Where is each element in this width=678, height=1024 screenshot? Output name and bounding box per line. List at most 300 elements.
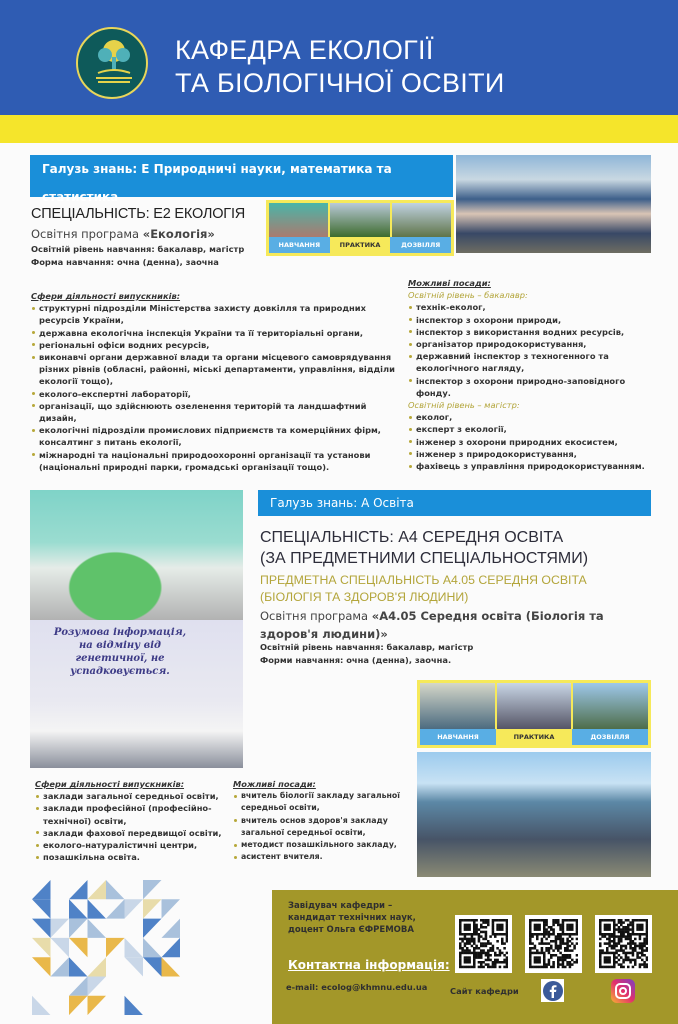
qr-module: [459, 919, 462, 922]
list-item: позашкільна освіта.: [35, 851, 230, 863]
qr-module: [550, 928, 553, 931]
qr-module: [641, 942, 644, 945]
pattern-triangle: [88, 919, 107, 938]
qr-module: [473, 954, 476, 957]
qr-module: [468, 938, 471, 941]
qr-module: [559, 942, 562, 945]
qr-module: [632, 926, 635, 929]
list-item: технік-еколог,: [408, 301, 658, 313]
title-line-2: ТА БІОЛОГІЧНОЇ ОСВІТИ: [175, 68, 505, 98]
qr-module: [473, 963, 476, 966]
pattern-triangle: [88, 899, 107, 918]
qr-module: [613, 945, 616, 948]
qr-module: [529, 947, 532, 950]
qr-module: [473, 947, 476, 950]
qr-module: [529, 963, 532, 966]
qr-module: [466, 926, 469, 929]
facebook-icon[interactable]: [541, 979, 564, 1002]
qr-module: [613, 959, 616, 962]
qr-module: [613, 938, 616, 941]
qr-module: [541, 938, 544, 941]
qr-module: [601, 919, 604, 922]
qr-module: [499, 924, 502, 927]
pattern-triangle: [32, 899, 51, 918]
qr-module: [548, 942, 551, 945]
qr-code-site[interactable]: [455, 915, 512, 973]
qr-module: [620, 949, 623, 952]
qr-module: [464, 928, 467, 931]
qr-module: [492, 931, 495, 934]
qr-module: [501, 928, 504, 931]
qr-module: [464, 949, 467, 952]
qr-module: [566, 956, 569, 959]
list-item: вчитель біології закладу загальної середньої освіти,: [233, 790, 413, 814]
qr-module: [566, 928, 569, 931]
qr-module: [478, 947, 481, 950]
qr-module: [571, 959, 574, 962]
qr-module: [459, 938, 462, 941]
qr-module: [494, 935, 497, 938]
qr-module: [599, 952, 602, 955]
qr-module: [473, 959, 476, 962]
qr-module: [646, 956, 648, 959]
qr-module: [569, 926, 572, 929]
qr-module: [639, 926, 642, 929]
qr-module: [499, 954, 502, 957]
site-label: Сайт кафедри: [450, 986, 519, 996]
qr-module: [627, 935, 630, 938]
qr-module: [529, 961, 532, 964]
qr-module: [473, 956, 476, 959]
qr-module: [466, 947, 469, 950]
qr-module: [641, 928, 644, 931]
list-item: державний інспектор з техногенного та екологічного нагляду,: [408, 350, 658, 374]
pattern-triangle: [51, 938, 70, 957]
qr-module: [529, 926, 532, 929]
qr-module: [604, 933, 607, 936]
qr-module: [562, 928, 565, 931]
qr-module: [606, 956, 609, 959]
qr-module: [538, 956, 541, 959]
qr-module: [534, 928, 537, 931]
qr-module: [622, 966, 625, 969]
qr-module: [529, 931, 532, 934]
qr-module: [566, 926, 569, 929]
qr-module: [632, 952, 635, 955]
qr-module: [478, 933, 481, 936]
qr-module: [608, 959, 611, 962]
pattern-triangle: [69, 977, 88, 996]
qr-module: [625, 938, 628, 941]
qr-module: [576, 919, 578, 922]
qr-module: [555, 954, 558, 957]
qr-module: [473, 919, 476, 922]
qr-module: [529, 940, 532, 943]
qr-module: [545, 924, 548, 927]
study-level-2: Освітній рівень навчання: бакалавр, магістр: [260, 642, 474, 652]
qr-module: [611, 966, 614, 969]
qr-module: [534, 919, 537, 922]
qr-module: [552, 940, 555, 943]
qr-module: [534, 933, 537, 936]
qr-module: [487, 966, 490, 969]
qr-module: [636, 956, 639, 959]
qr-module: [503, 942, 506, 945]
pattern-triangle: [125, 899, 144, 918]
qr-module: [599, 959, 602, 962]
qr-module: [548, 961, 551, 964]
qr-module: [564, 954, 567, 957]
qr-module: [569, 935, 572, 938]
list-item: організатор природокористування,: [408, 338, 658, 350]
qr-module: [562, 959, 565, 962]
qr-module: [541, 933, 544, 936]
master-positions-list: [408, 411, 658, 472]
qr-module: [550, 954, 553, 957]
qr-module: [548, 959, 551, 962]
qr-module: [599, 938, 602, 941]
list-item: інженер з природокористування,: [408, 448, 658, 460]
qr-module: [543, 935, 546, 938]
qr-module: [506, 959, 508, 962]
spheres-list-2: [35, 790, 230, 863]
qr-module: [485, 926, 488, 929]
qr-module: [646, 959, 648, 962]
qr-module: [552, 961, 555, 964]
qr-module: [627, 966, 630, 969]
qr-module: [475, 947, 478, 950]
qr-module: [559, 959, 562, 962]
qr-module: [564, 956, 567, 959]
qr-module: [545, 919, 548, 922]
qr-module: [466, 942, 469, 945]
qr-module: [618, 926, 621, 929]
qr-module: [459, 928, 462, 931]
qr-module: [506, 963, 508, 966]
qr-module: [545, 966, 548, 969]
qr-module: [468, 952, 471, 955]
qr-module: [613, 935, 616, 938]
qr-module: [557, 947, 560, 950]
qr-module: [461, 940, 464, 943]
qr-module: [464, 919, 467, 922]
qr-module: [606, 961, 609, 964]
qr-module: [618, 963, 621, 966]
list-item: державна екологічна інспекція України та її територіальні органи,: [31, 327, 401, 339]
qr-module: [632, 940, 635, 943]
qr-module: [538, 919, 541, 922]
qr-module: [548, 949, 551, 952]
qr-module: [634, 959, 637, 962]
qr-module: [613, 940, 616, 943]
pattern-triangle: [88, 880, 107, 899]
qr-module: [620, 940, 623, 943]
specialty-title-2: [260, 527, 588, 569]
wall-quote: Розумова інформація, на відміну від генетичної, не успадковується.: [53, 627, 187, 677]
qr-module: [601, 935, 604, 938]
list-item: заклади загальної середньої освіти,: [35, 790, 230, 802]
qr-module: [613, 966, 616, 969]
spheres-block-1: [31, 290, 401, 473]
qr-module: [494, 919, 497, 922]
qr-module: [599, 928, 602, 931]
qr-module: [571, 924, 574, 927]
qr-module: [468, 949, 471, 952]
qr-module: [564, 949, 567, 952]
qr-module: [531, 933, 534, 936]
qr-module: [485, 952, 488, 955]
qr-module: [564, 933, 567, 936]
qr-module: [639, 945, 642, 948]
qr-module: [536, 935, 539, 938]
label-leisure-2: ДОЗВІЛЛЯ: [572, 729, 648, 745]
email-link[interactable]: e-mail: ecolog@khmnu.edu.ua: [286, 982, 428, 992]
list-item: інженер з охорони природних екосистем,: [408, 436, 658, 448]
qr-module: [531, 935, 534, 938]
qr-module: [646, 963, 648, 966]
qr-module: [550, 926, 553, 929]
qr-module: [629, 935, 632, 938]
qr-module: [557, 963, 560, 966]
qr-module: [618, 921, 621, 924]
qr-module: [613, 931, 616, 934]
qr-module: [599, 966, 602, 969]
qr-module: [620, 947, 623, 950]
qr-module: [468, 961, 471, 964]
qr-module: [608, 938, 611, 941]
qr-module: [496, 926, 499, 929]
qr-module: [566, 961, 569, 964]
qr-module: [627, 952, 630, 955]
qr-module: [613, 933, 616, 936]
qr-module: [618, 928, 621, 931]
pattern-triangle: [32, 957, 51, 976]
qr-module: [492, 924, 495, 927]
qr-module: [471, 952, 474, 955]
qr-module: [480, 935, 483, 938]
qr-module: [569, 940, 572, 943]
outdoor-group-photo: [417, 752, 651, 877]
list-item: регіональні офіси водних ресурсів,: [31, 339, 401, 351]
qr-module: [643, 961, 646, 964]
qr-module: [641, 949, 644, 952]
list-item: вчитель основ здоров'я закладу загальної середньої освіти,: [233, 815, 413, 839]
qr-module: [543, 919, 546, 922]
pattern-triangle: [162, 938, 181, 957]
qr-module: [625, 945, 628, 948]
qr-module: [629, 928, 632, 931]
qr-module: [566, 919, 569, 922]
qr-module: [464, 945, 467, 948]
qr-module: [496, 928, 499, 931]
qr-module: [478, 961, 481, 964]
qr-module: [576, 928, 578, 931]
qr-module: [534, 966, 537, 969]
qr-module: [543, 966, 546, 969]
qr-module: [487, 949, 490, 952]
qr-module: [569, 919, 572, 922]
qr-module: [501, 942, 504, 945]
qr-module: [487, 940, 490, 943]
list-item: еколог,: [408, 411, 658, 423]
qr-module: [543, 956, 546, 959]
qr-module: [613, 956, 616, 959]
qr-module: [632, 949, 635, 952]
qr-module: [543, 954, 546, 957]
qr-module: [606, 924, 609, 927]
qr-module: [562, 926, 565, 929]
qr-module: [506, 928, 508, 931]
qr-module: [622, 935, 625, 938]
qr-module: [599, 954, 602, 957]
qr-module: [550, 947, 553, 950]
qr-module: [599, 933, 602, 936]
qr-module: [536, 933, 539, 936]
qr-module: [641, 926, 644, 929]
qr-module: [492, 966, 495, 969]
qr-module: [620, 966, 623, 969]
qr-module: [548, 935, 551, 938]
qr-module: [494, 966, 497, 969]
study-form-2: Форми навчання: очна (денна), заочна.: [260, 655, 452, 665]
pattern-triangle: [69, 919, 88, 938]
qr-module: [562, 966, 565, 969]
qr-module: [538, 961, 541, 964]
qr-module: [559, 940, 562, 943]
qr-module: [503, 933, 506, 936]
qr-module: [632, 954, 635, 957]
qr-module: [541, 942, 544, 945]
qr-module: [625, 931, 628, 934]
qr-module: [569, 933, 572, 936]
qr-module: [615, 949, 618, 952]
qr-module: [487, 942, 490, 945]
subject-specialty: [260, 572, 587, 606]
qr-module: [534, 945, 537, 948]
qr-module: [629, 933, 632, 936]
qr-module: [541, 919, 544, 922]
qr-module: [541, 949, 544, 952]
qr-module: [641, 954, 644, 957]
spheres-title-1: Сфери діяльності випускників:: [31, 291, 181, 301]
qr-module: [569, 961, 572, 964]
qr-module: [480, 945, 483, 948]
qr-module: [543, 931, 546, 934]
qr-module: [557, 924, 560, 927]
qr-module: [559, 952, 562, 955]
qr-code-instagram[interactable]: [595, 915, 652, 973]
qr-module: [606, 952, 609, 955]
list-item: заклади професійної (професійно-технічної) освіти,: [35, 802, 230, 826]
qr-module: [573, 945, 576, 948]
qr-module: [459, 952, 462, 955]
qr-module: [499, 952, 502, 955]
qr-module: [545, 931, 548, 934]
qr-module: [611, 947, 614, 950]
qr-module: [555, 921, 558, 924]
qr-module: [459, 921, 462, 924]
qr-module: [559, 928, 562, 931]
qr-module: [559, 926, 562, 929]
qr-module: [506, 926, 508, 929]
qr-module: [555, 919, 558, 922]
qr-module: [627, 931, 630, 934]
qr-module: [606, 919, 609, 922]
qr-module: [499, 926, 502, 929]
qr-module: [566, 949, 569, 952]
qr-module: [552, 924, 555, 927]
bachelor-positions-list: [408, 301, 658, 399]
pattern-triangle: [32, 996, 51, 1015]
field-of-knowledge-bar-1: Галузь знань: Е Природничі науки, математика та статистика: [30, 155, 453, 197]
qr-module: [499, 933, 502, 936]
qr-module: [545, 949, 548, 952]
qr-module: [482, 961, 485, 964]
subject-line-2: (БІОЛОГІЯ ТА ЗДОРОВ'Я ЛЮДИНИ): [260, 590, 469, 604]
qr-module: [543, 933, 546, 936]
qr-module: [475, 931, 478, 934]
qr-code-facebook[interactable]: [525, 915, 582, 973]
qr-module: [475, 954, 478, 957]
instagram-icon[interactable]: [611, 979, 635, 1003]
qr-module: [557, 966, 560, 969]
qr-module: [599, 926, 602, 929]
qr-module: [471, 966, 474, 969]
qr-module: [482, 938, 485, 941]
qr-module: [534, 956, 537, 959]
qr-module: [466, 933, 469, 936]
qr-module: [543, 926, 546, 929]
qr-module: [634, 942, 637, 945]
qr-module: [599, 963, 602, 966]
qr-module: [503, 959, 506, 962]
qr-module: [632, 947, 635, 950]
qr-module: [545, 921, 548, 924]
qr-module: [478, 938, 481, 941]
qr-module: [471, 933, 474, 936]
qr-module: [461, 938, 464, 941]
decorative-triangle-pattern: [32, 880, 180, 1015]
qr-module: [611, 933, 614, 936]
qr-module: [494, 952, 497, 955]
qr-module: [634, 947, 637, 950]
qr-module: [573, 961, 576, 964]
qr-module: [471, 935, 474, 938]
qr-module: [639, 942, 642, 945]
pattern-triangle: [32, 880, 51, 899]
qr-module: [599, 949, 602, 952]
qr-module: [627, 956, 630, 959]
qr-module: [615, 935, 618, 938]
qr-module: [576, 931, 578, 934]
qr-module: [629, 959, 632, 962]
specialty-line-2: (ЗА ПРЕДМЕТНИМИ СПЕЦІАЛЬНОСТЯМИ): [260, 550, 589, 567]
qr-module: [503, 954, 506, 957]
qr-module: [464, 952, 467, 955]
qr-module: [482, 931, 485, 934]
qr-module: [464, 961, 467, 964]
qr-module: [473, 966, 476, 969]
qr-module: [613, 963, 616, 966]
qr-module: [468, 959, 471, 962]
qr-module: [636, 945, 639, 948]
qr-module: [564, 919, 567, 922]
qr-module: [529, 952, 532, 955]
qr-module: [634, 933, 637, 936]
qr-module: [571, 919, 574, 922]
qr-module: [499, 928, 502, 931]
qr-module: [487, 956, 490, 959]
